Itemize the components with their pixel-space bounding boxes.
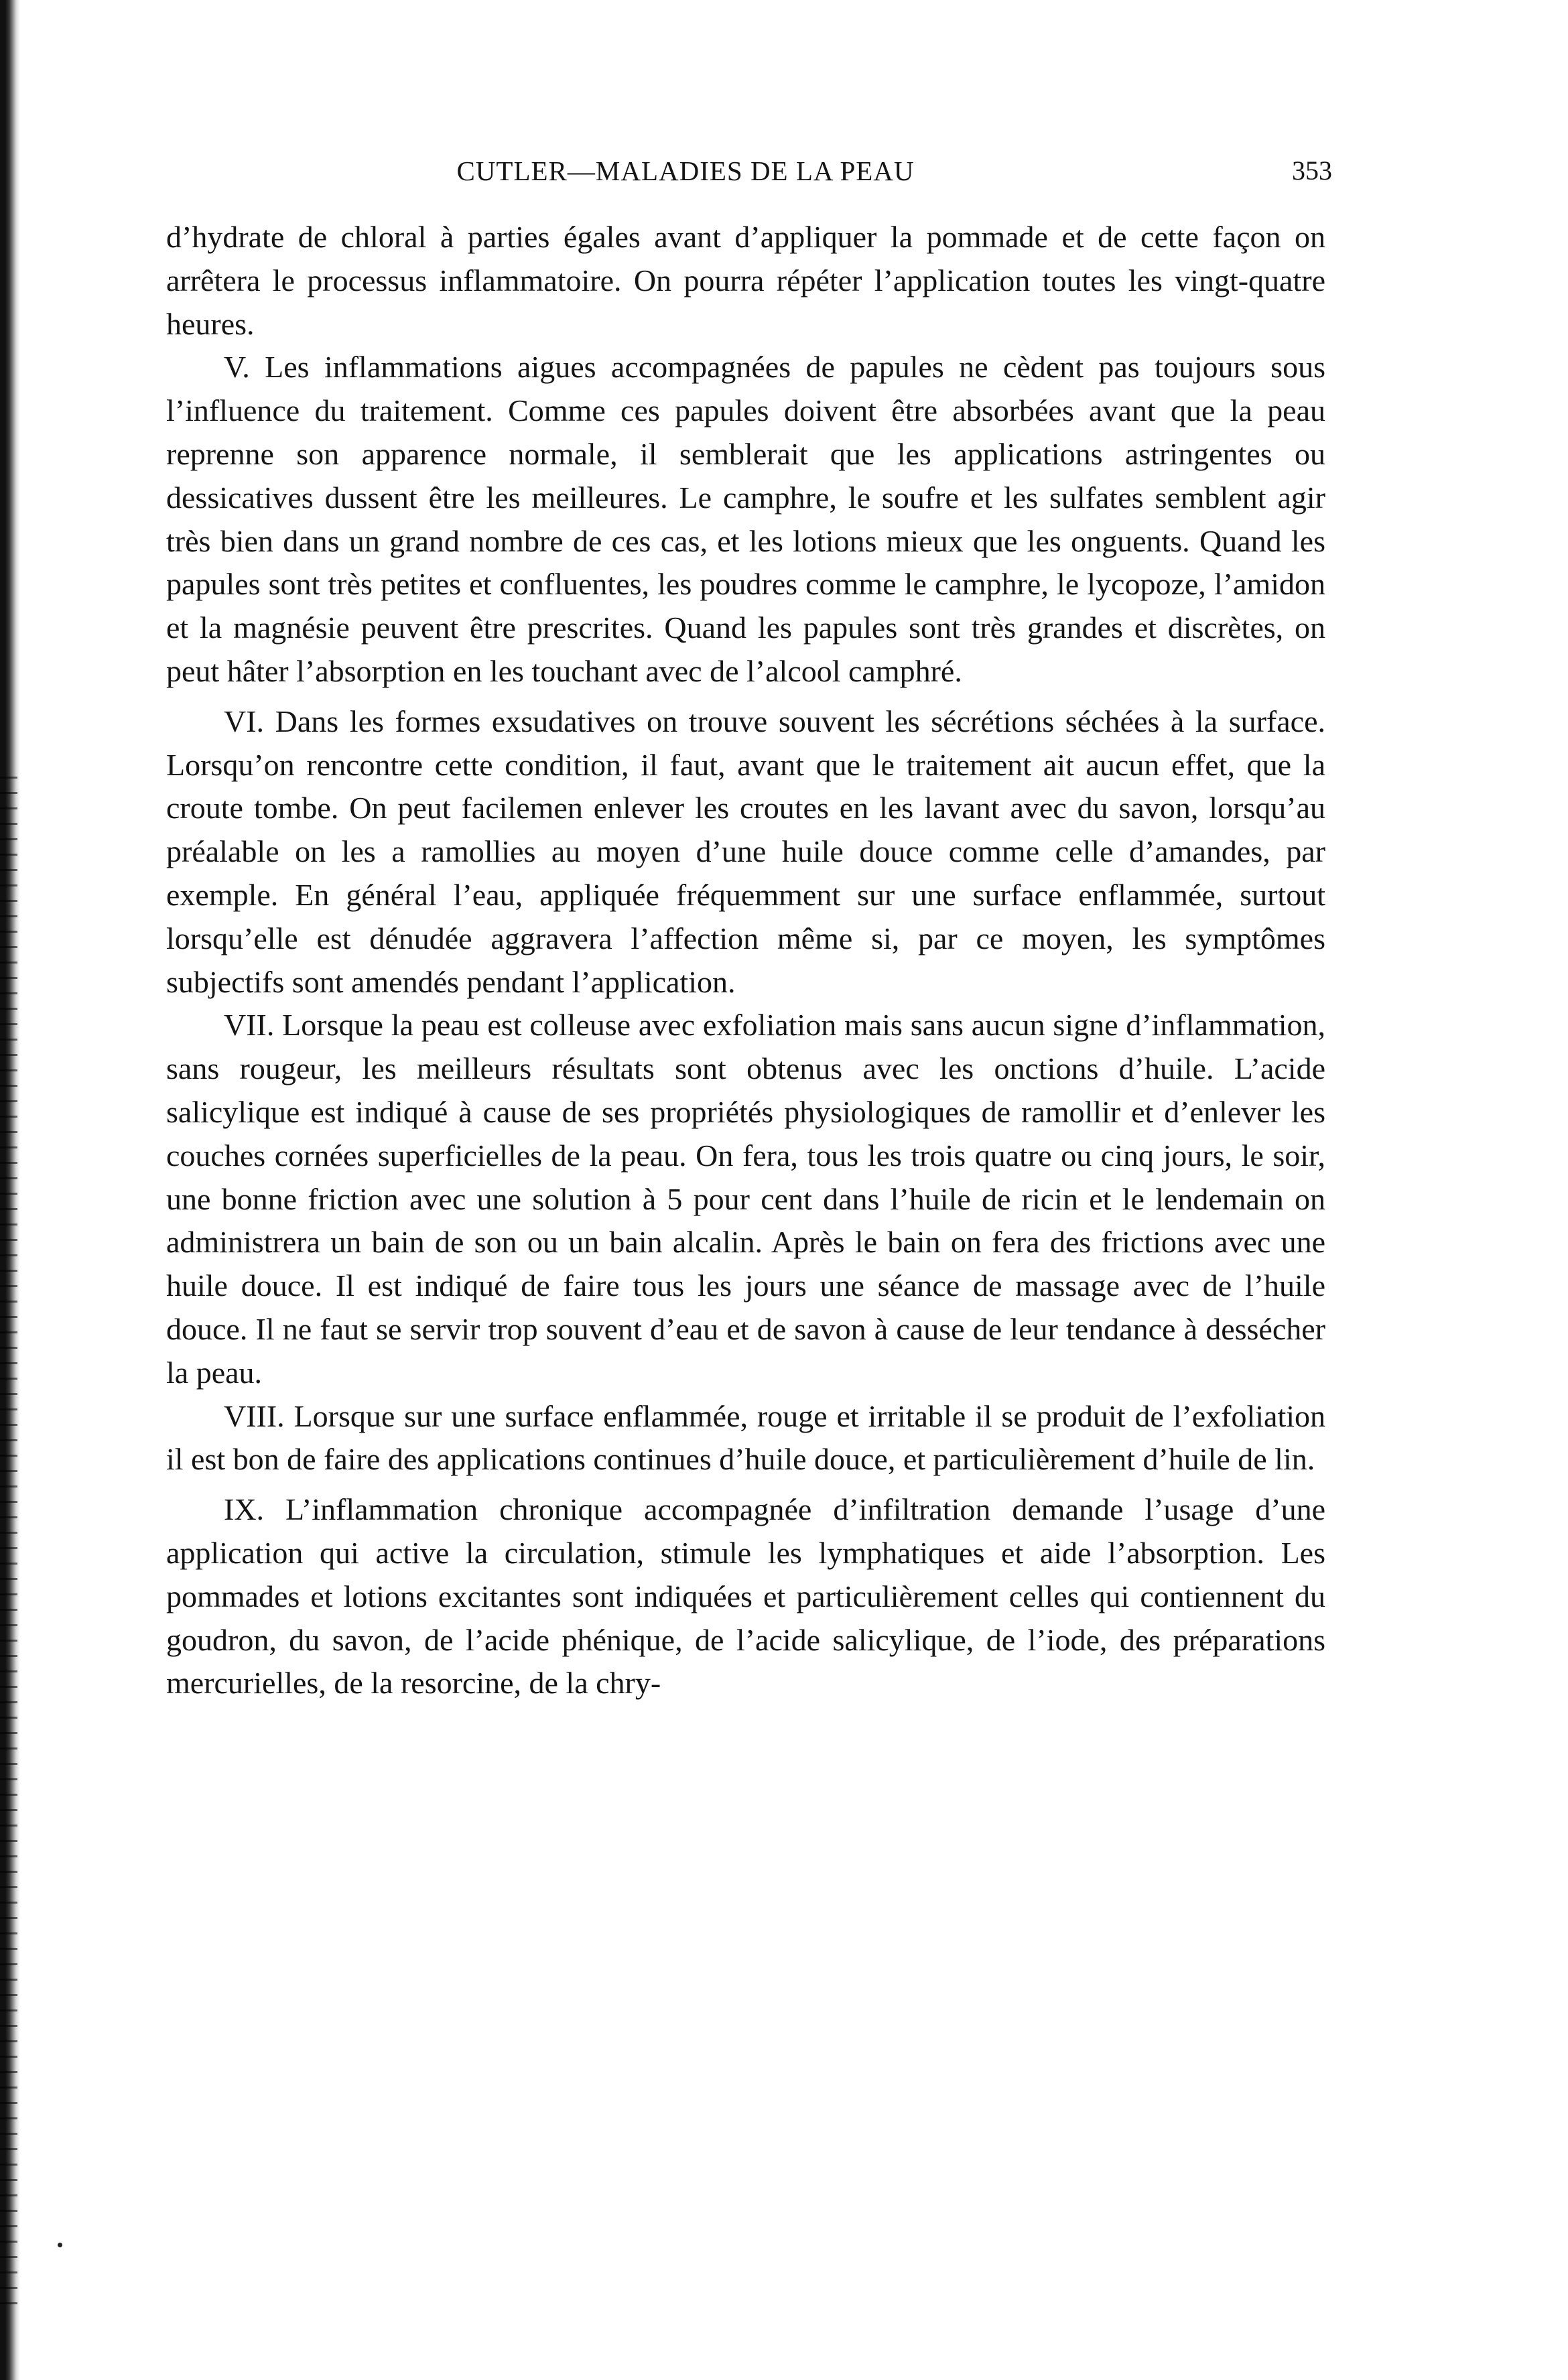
page-body (166, 216, 1325, 1705)
paragraph-section-vii: VII. Lorsque la peau est colleuse avec exfoliation mais sans aucun signe d’inflammation, sans rougeur, les meilleurs résultats sont obtenus avec les onctions d’huile. L’acide salicylique est indiqué à cause de ses propriétés physiologiques de ramollir et d’enlever les couches cornées superficielles de la peau. On fera, tous les trois quatre ou cinq jours, le soir, une bonne friction avec une solution à 5 pour cent dans l’huile de ricin et le lendemain on administrera un bain de son ou un bain alcalin. Après le bain on fera des frictions avec une huile douce. Il est indiqué de faire tous les jours une séance de massage avec de l’huile douce. Il ne faut se servir trop souvent d’eau et de savon à cause de leur tendance à dessécher la peau. (166, 1008, 1325, 1390)
running-head: CUTLER—MALADIES DE LA PEAU (456, 155, 915, 186)
page-number: 353 (1292, 155, 1332, 186)
paragraph-section-ix: IX. L’inflammation chronique accompagnée d’infiltration demande l’usage d’une application qui active la circulation, stimule les lymphatiques et aide l’absorption. Les pommades et lotions excitantes sont indiquées et particulièrement celles qui contiennent du goudron, du savon, de l’acide phénique, de l’acide salicylique, de l’iode, des préparations mercurielles, de la resorcine, de la chry- (166, 1492, 1325, 1701)
paragraph-continuation: d’hydrate de chloral à parties égales avant d’appliquer la pommade et de cette façon on arrêtera le processus inflammatoire. On pourra répéter l’application toutes les vingt-quatre heures. (166, 220, 1325, 341)
ink-speck (58, 2243, 62, 2247)
paragraph-section-viii: VIII. Lorsque sur une surface enflammée, rouge et irritable il se produit de l’exfoliation il est bon de faire des applications continues d’huile douce, et particulièrement d’huile de lin. (166, 1398, 1325, 1477)
book-page (166, 154, 1332, 1705)
binding-edge-speckle (0, 771, 17, 2312)
page-header (166, 154, 1332, 201)
paragraph-section-vi: VI. Dans les formes exsudatives on trouve souvent les sécrétions séchées à la surface. Lorsqu’on rencontre cette condition, il faut, avant que le traitement ait aucun effet, que la croute tombe. On peut facilemen enlever les croutes en les lavant avec du savon, lorsqu’au préalable on les a ramollies au moyen d’une huile douce comme celle d’amandes, par exemple. En général l’eau, appliquée fréquemment sur une surface enflammée, surtout lorsqu’elle est dénudée aggravera l’affection même si, par ce moyen, les symptômes subjectifs sont amendés pendant l’application. (166, 704, 1325, 999)
paragraph-section-v: V. Les inflammations aigues accompagnées de papules ne cèdent pas toujours sous l’influence du traitement. Comme ces papules doivent être absorbées avant que la peau reprenne son apparence normale, il semblerait que les applications astringentes ou dessicatives dussent être les meilleures. Le camphre, le soufre et les sulfates semblent agir très bien dans un grand nombre de ces cas, et les lotions mieux que les onguents. Quand les papules sont très petites et confluentes, les poudres comme le camphre, le lycopoze, l’amidon et la magnésie peuvent être prescrites. Quand les papules sont très grandes et discrètes, on peut hâter l’absorption en les touchant avec de l’alcool camphré. (166, 350, 1325, 688)
